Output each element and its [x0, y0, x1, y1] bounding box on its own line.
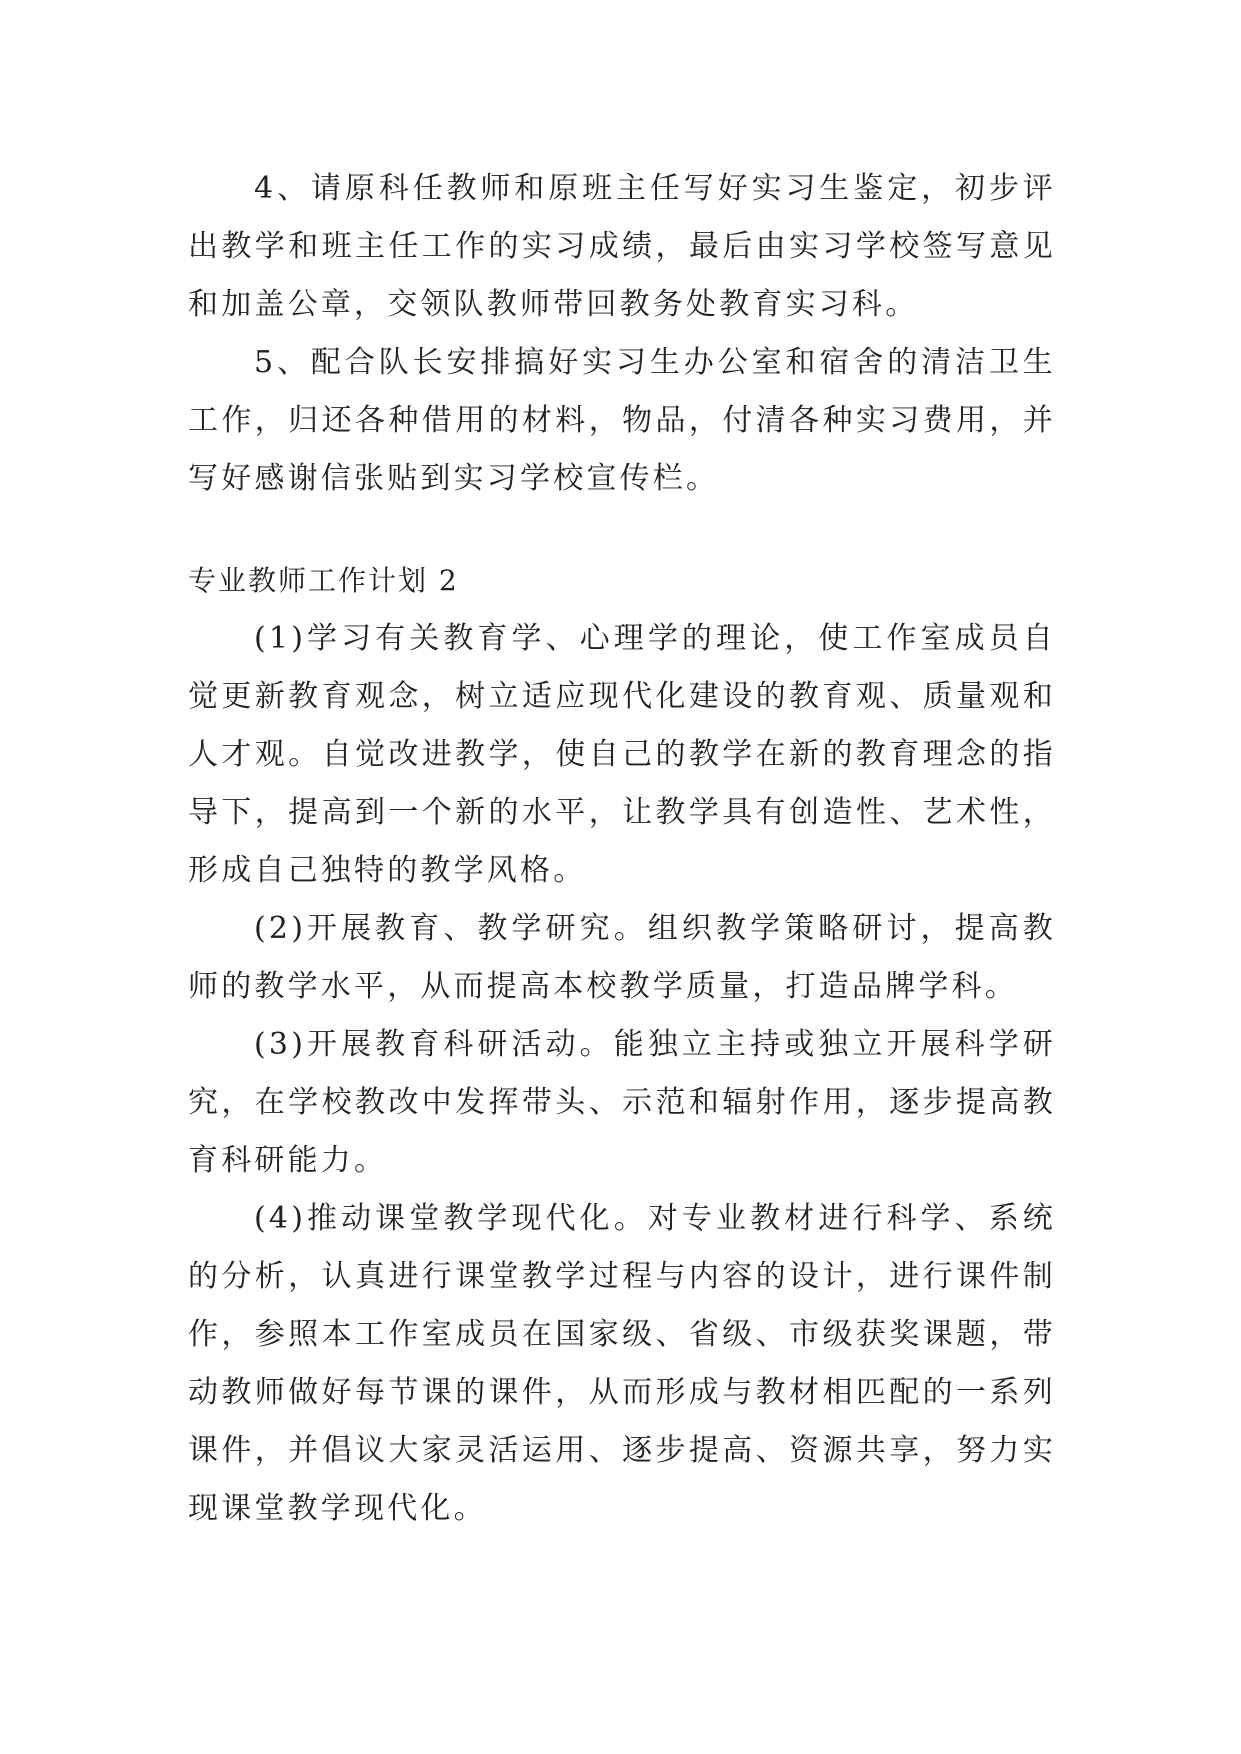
paragraph-point-2: (2)开展教育、教学研究。组织教学策略研讨，提高教师的教学水平，从而提高本校教学质量，打造品牌学科。 [188, 911, 1056, 1004]
paragraph-item-4: 4、请原科任教师和原班主任写好实习生鉴定，初步评出教学和班主任工作的实习成绩，最后由实习学校签写意见和加盖公章，交领队教师带回教务处教育实习科。 [188, 171, 1056, 322]
document-body [188, 160, 1056, 1538]
paragraph-point-4: (4)推动课堂教学现代化。对专业教材进行科学、系统的分析，认真进行课堂教学过程与内容的设计，进行课件制作，参照本工作室成员在国家级、省级、市级获奖课题，带动教师做好每节课的课件，从而形成与教材相匹配的一系列课件，并倡议大家灵活运用、逐步提高、资源共享，努力实现课堂教学现代化。 [188, 1201, 1056, 1526]
paragraph-item-5: 5、配合队长安排搞好实习生办公室和宿舍的清洁卫生工作，归还各种借用的材料，物品，付清各种实习费用，并写好感谢信张贴到实习学校宣传栏。 [188, 345, 1056, 496]
paragraph-point-1: (1)学习有关教育学、心理学的理论，使工作室成员自觉更新教育观念，树立适应现代化建设的教育观、质量观和人才观。自觉改进教学，使自己的教学在新的教育理念的指导下，提高到一个新的水平，让教学具有创造性、艺术性，形成自己独特的教学风格。 [188, 621, 1056, 888]
paragraph-point-3: (3)开展教育科研活动。能独立主持或独立开展科学研究，在学校教改中发挥带头、示范和辐射作用，逐步提高教育科研能力。 [188, 1027, 1056, 1178]
section-title: 专业教师工作计划 2 [188, 564, 459, 597]
